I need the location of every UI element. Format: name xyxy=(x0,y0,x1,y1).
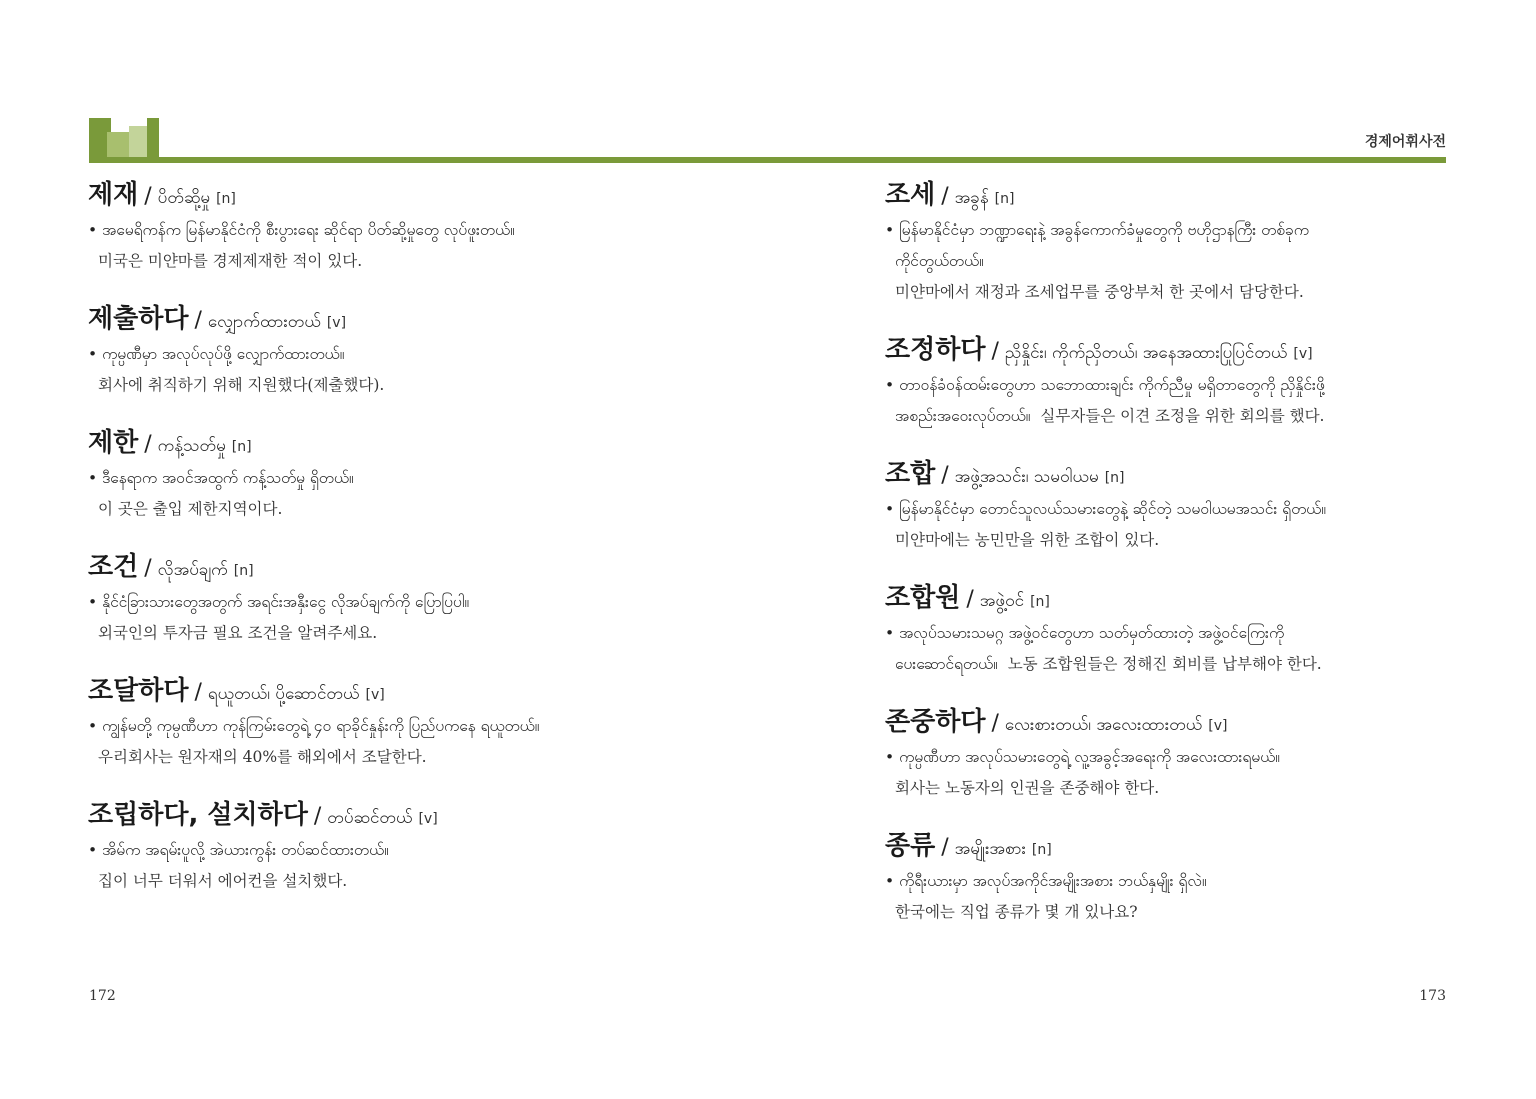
example-korean: 한국에는 직업 종류가 몇 개 있나요? xyxy=(895,903,1138,921)
entry-head: 조합원 / အဖွဲ့ဝင် [n] xyxy=(885,583,1050,613)
entry-meaning: လိုအပ်ချက် xyxy=(157,560,228,580)
example-korean: 집이 너무 더워서 에어컨을 설치했다. xyxy=(98,872,348,890)
example-korean: 노동 조합원들은 정해진 회비를 납부해야 한다. xyxy=(1007,655,1322,673)
example-burmese-continued: ကိုင်တွယ်တယ်။ xyxy=(895,252,984,270)
entry-head: 제재 / ပိတ်ဆို့မှု [n] xyxy=(88,180,236,210)
entry-head: 조합 / အဖွဲ့အသင်း၊ သမဝါယမ [n] xyxy=(885,459,1125,489)
entry-meaning: ရယူတယ်၊ ပို့ဆောင်တယ် xyxy=(207,684,360,704)
entry-meaning: အခွန် xyxy=(954,188,989,208)
example-korean: 외국인의 투자금 필요 조건을 알려주세요. xyxy=(98,624,378,642)
example-burmese: • ဒီနေရာက အဝင်အထွက် ကန့်သတ်မှု ရှိတယ်။ xyxy=(88,469,354,487)
entry-pos: [v] xyxy=(418,811,438,827)
example-korean: 미얀마에서 재정과 조세업무를 중앙부처 한 곳에서 담당한다. xyxy=(895,283,1304,301)
example-korean: 미국은 미얀마를 경제제재한 적이 있다. xyxy=(98,252,363,270)
entry-pos: [n] xyxy=(1030,594,1050,610)
entry-pos: [n] xyxy=(994,191,1015,207)
entry-word: 종류 xyxy=(885,831,936,861)
entry-pos: [v] xyxy=(1208,718,1228,734)
entry-pos: [v] xyxy=(326,315,347,331)
dictionary-entry xyxy=(885,330,1525,432)
entry-head: 제출하다 / လျှောက်ထားတယ် [v] xyxy=(88,304,347,334)
entry-head: 조정하다 / ညှိနှိုင်း၊ ကိုက်ညှိတယ်၊ အနေအထားပြုပြင်တယ် [v] xyxy=(885,335,1313,365)
example-burmese-tail: ပေးဆောင်ရတယ်။ xyxy=(895,655,998,673)
example-burmese: • အိမ်က အရမ်းပူလို့ အဲယားကွန်း တပ်ဆင်ထားတယ်။ xyxy=(88,841,389,859)
entry-word: 제출하다 xyxy=(88,304,189,334)
entry-head: 조립하다, 설치하다 / တပ်ဆင်တယ် [v] xyxy=(88,800,438,830)
right-column xyxy=(885,175,1525,950)
entry-head: 조달하다 / ရယူတယ်၊ ပို့ဆောင်တယ် [v] xyxy=(88,676,385,706)
example-burmese-tail: အစည်းအဝေးလုပ်တယ်။ xyxy=(895,407,1031,425)
entry-head: 조건 / လိုအပ်ချက် [n] xyxy=(88,552,254,582)
entry-meaning: လျှောက်ထားတယ် xyxy=(207,312,321,332)
logo-bar-4 xyxy=(129,126,147,160)
example-korean: 이 곳은 출입 제한지역이다. xyxy=(98,500,283,518)
entry-pos: [v] xyxy=(1293,346,1313,362)
example-korean: 회사는 노동자의 인권을 존중해야 한다. xyxy=(895,779,1160,797)
page-number-right: 173 xyxy=(1419,988,1446,1004)
entry-word: 조립하다, 설치하다 xyxy=(88,800,308,830)
book-title: 경제어휘사전 xyxy=(1364,134,1446,150)
entry-head: 조세 / အခွန် [n] xyxy=(885,180,1015,210)
dictionary-entry xyxy=(88,671,728,773)
entry-pos: [n] xyxy=(233,563,254,579)
dictionary-entry xyxy=(88,175,728,277)
entry-meaning: ညှိနှိုင်း၊ ကိုက်ညှိတယ်၊ အနေအထားပြုပြင်တယ် xyxy=(1004,343,1288,363)
dictionary-entry xyxy=(88,795,728,897)
dictionary-entry xyxy=(885,578,1525,680)
example-burmese-continued xyxy=(885,649,1525,680)
example-burmese: • မြန်မာနိုင်ငံမှာ တောင်သူလယ်သမားတွေနဲ့ ဆိုင်တဲ့ သမဝါယမအသင်း ရှိတယ်။ xyxy=(885,500,1326,518)
dictionary-entry xyxy=(88,423,728,525)
entry-word: 조세 xyxy=(885,180,936,210)
logo-bar-2 xyxy=(94,120,101,160)
example-korean: 미얀마에는 농민만을 위한 조합이 있다. xyxy=(895,531,1160,549)
entry-word: 조건 xyxy=(88,552,139,582)
example-korean: 우리회사는 원자재의 40%를 해외에서 조달한다. xyxy=(98,748,427,766)
entry-meaning: ကန့်သတ်မှု xyxy=(157,436,226,456)
page-number-left: 172 xyxy=(89,988,116,1004)
entry-word: 제재 xyxy=(88,180,139,210)
entry-word: 존중하다 xyxy=(885,707,986,737)
dictionary-entry xyxy=(88,299,728,401)
entry-word: 조달하다 xyxy=(88,676,189,706)
header-rule xyxy=(89,157,1446,163)
example-burmese: • ကုမ္ပဏီဟာ အလုပ်သမားတွေရဲ့ လူ့အခွင့်အရေးကို အလေးထားရမယ်။ xyxy=(885,748,1280,766)
entry-pos: [n] xyxy=(216,191,236,207)
logo-bar-5 xyxy=(147,118,159,160)
example-burmese: • ကုမ္ပဏီမှာ အလုပ်လုပ်ဖို့ လျှောက်ထားတယ်။ xyxy=(88,345,345,363)
entry-meaning: လေးစားတယ်၊ အလေးထားတယ် xyxy=(1004,715,1203,735)
dictionary-entry xyxy=(88,547,728,649)
dictionary-entry xyxy=(885,175,1525,308)
dictionary-entry xyxy=(885,454,1525,556)
entry-pos: [n] xyxy=(231,439,252,455)
example-korean: 실무자들은 이견 조정을 위한 회의를 했다. xyxy=(1040,407,1325,425)
example-burmese: • နိုင်ငံခြားသားတွေအတွက် အရင်းအနှီးငွေ လိုအပ်ချက်ကို ပြောပြပါ။ xyxy=(88,593,470,611)
dictionary-entry xyxy=(885,826,1525,928)
entry-head: 제한 / ကန့်သတ်မှု [n] xyxy=(88,428,252,458)
left-column xyxy=(88,175,728,919)
example-burmese: • အလုပ်သမားသမဂ္ဂ အဖွဲ့ဝင်တွေဟာ သတ်မှတ်ထားတဲ့ အဖွဲ့ဝင်ကြေးကို xyxy=(885,624,1285,642)
entry-pos: [n] xyxy=(1104,470,1125,486)
entry-word: 조정하다 xyxy=(885,335,986,365)
example-burmese: • မြန်မာနိုင်ငံမှာ ဘဏ္ဍာရေးနဲ့ အခွန်ကောက်ခံမှုတွေကို ဗဟိုဌာနကြီး တစ်ခုက xyxy=(885,221,1309,239)
entry-meaning: ပိတ်ဆို့မှု xyxy=(157,188,211,208)
entry-head: 종류 / အမျိုးအစား [n] xyxy=(885,831,1052,861)
dictionary-entry xyxy=(885,702,1525,804)
header-logo-block xyxy=(89,118,159,160)
entry-meaning: အမျိုးအစား xyxy=(954,839,1026,859)
entry-meaning: အဖွဲ့ဝင် xyxy=(979,591,1025,611)
logo-bar-3 xyxy=(107,132,129,160)
example-burmese: • အမေရိကန်က မြန်မာနိုင်ငံကို စီးပွားရေး ဆိုင်ရာ ပိတ်ဆို့မှုတွေ လုပ်ဖူးတယ်။ xyxy=(88,221,515,239)
example-burmese: • ကျွန်မတို့ ကုမ္ပဏီဟာ ကုန်ကြမ်းတွေရဲ့ ၄၀ ရာခိုင်နှုန်းကို ပြည်ပကနေ ရယူတယ်။ xyxy=(88,717,540,735)
entry-word: 조합원 xyxy=(885,583,961,613)
entry-head: 존중하다 / လေးစားတယ်၊ အလေးထားတယ် [v] xyxy=(885,707,1228,737)
example-korean: 회사에 취직하기 위해 지원했다(제출했다). xyxy=(98,376,385,394)
entry-meaning: အဖွဲ့အသင်း၊ သမဝါယမ xyxy=(954,467,1099,487)
entry-meaning: တပ်ဆင်တယ် xyxy=(327,808,413,828)
entry-pos: [v] xyxy=(365,687,385,703)
entry-word: 조합 xyxy=(885,459,936,489)
example-burmese: • တာဝန်ခံဝန်ထမ်းတွေဟာ သဘောထားချင်း ကိုက်ညီမှု မရှိတာတွေကို ညှိနှိုင်းဖို့ xyxy=(885,376,1325,394)
example-burmese-continued xyxy=(885,401,1525,432)
entry-pos: [n] xyxy=(1031,842,1052,858)
entry-word: 제한 xyxy=(88,428,139,458)
example-burmese: • ကိုရီးယားမှာ အလုပ်အကိုင်အမျိုးအစား ဘယ်နှမျိုး ရှိလဲ။ xyxy=(885,872,1207,890)
